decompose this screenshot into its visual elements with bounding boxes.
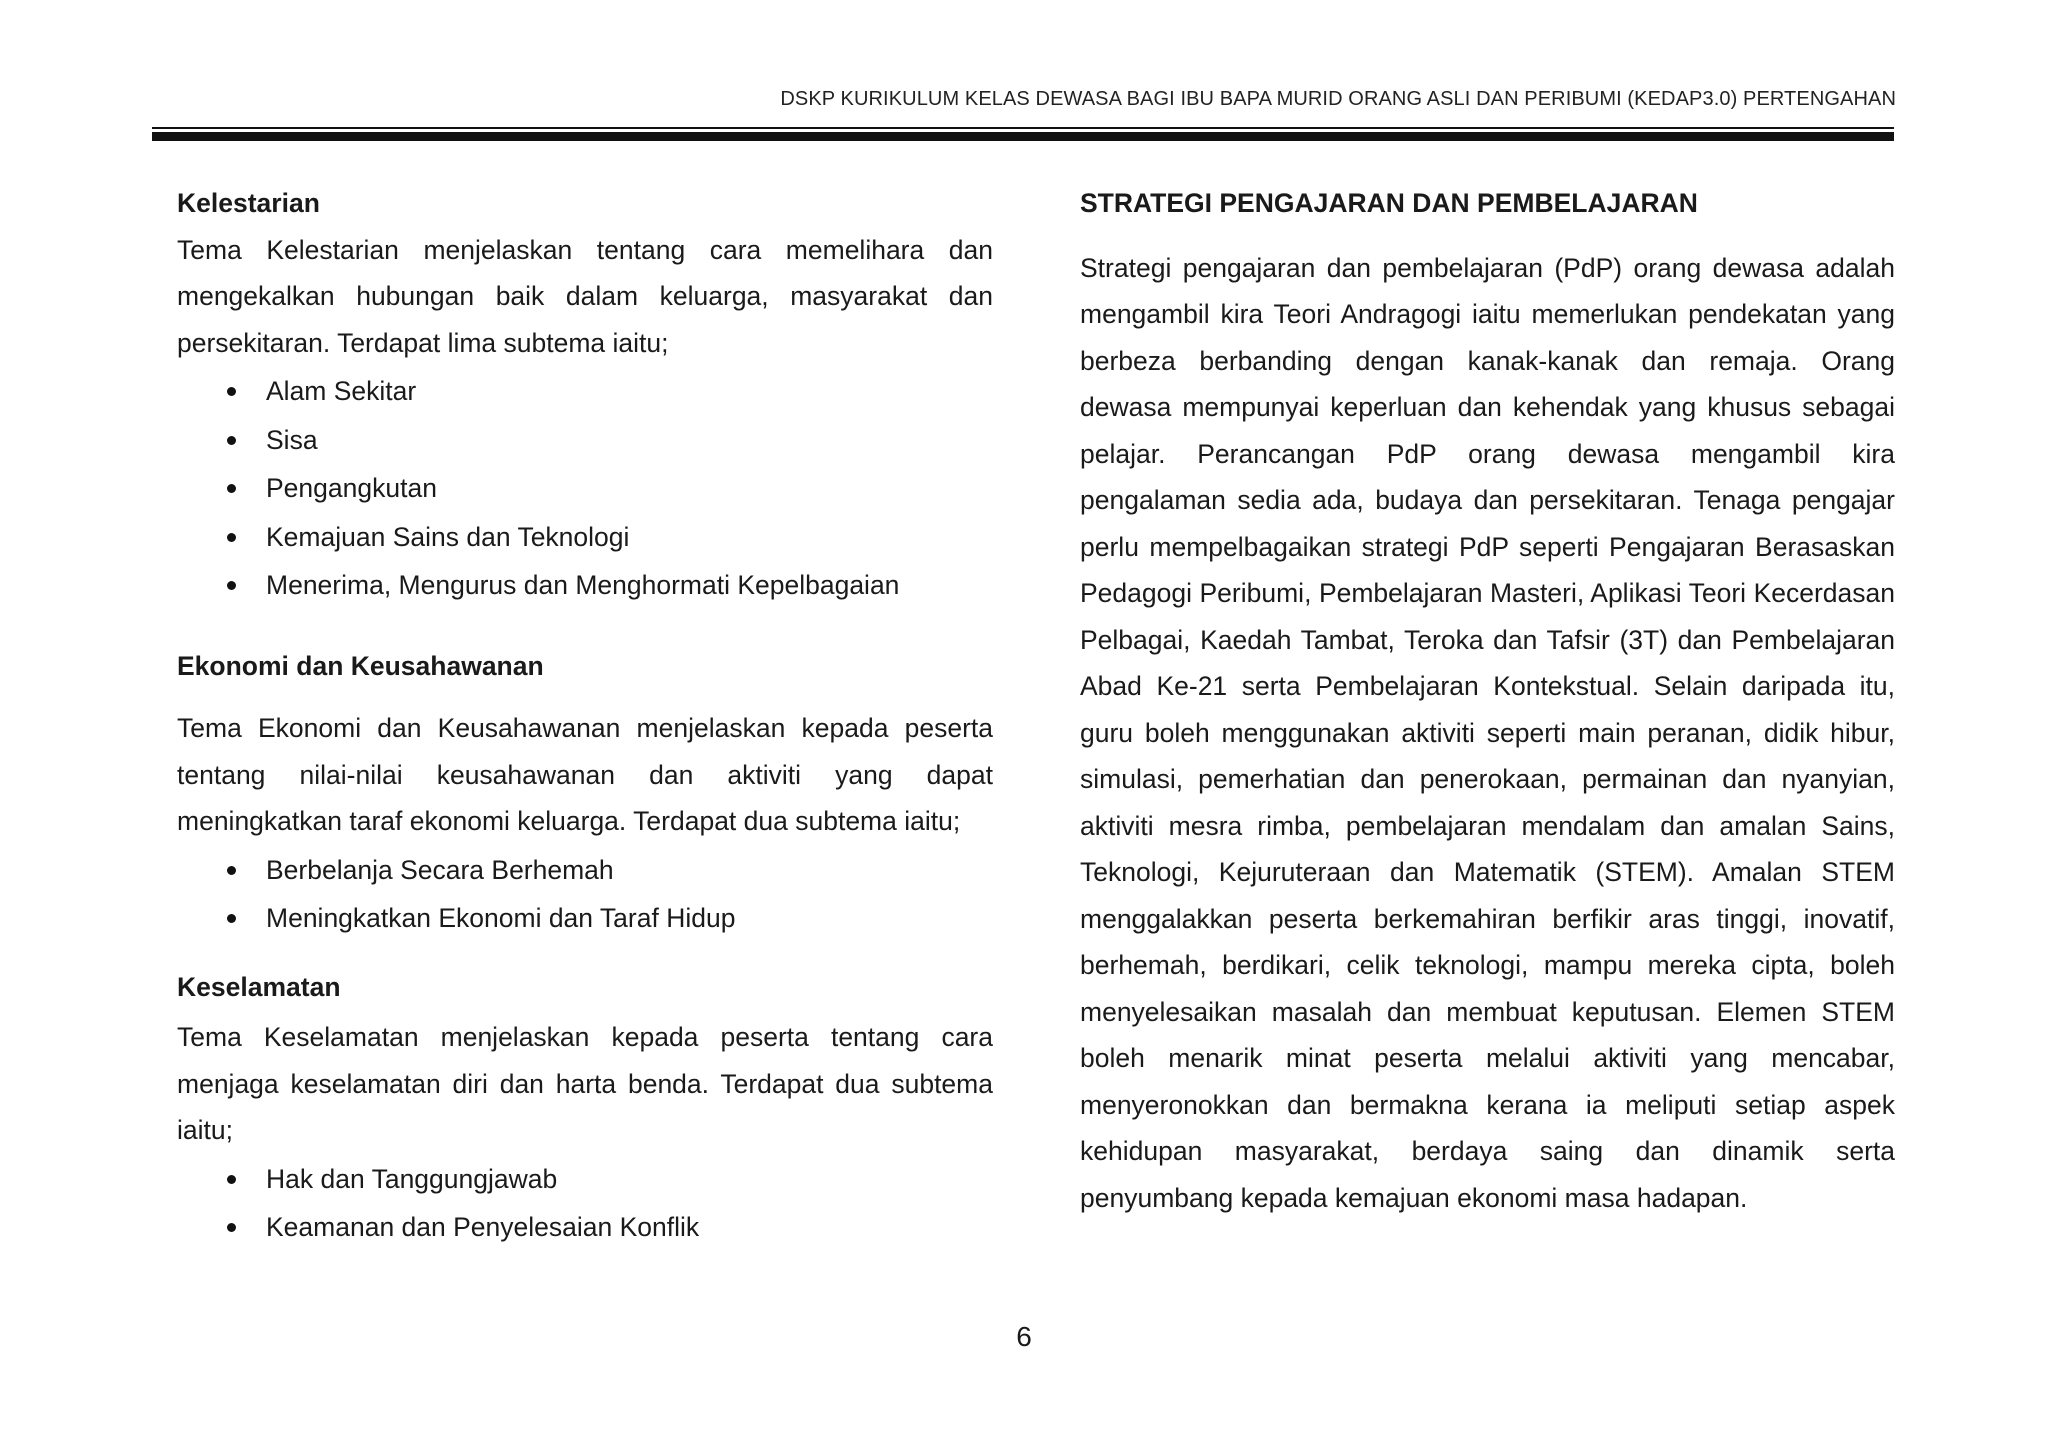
header-rule-thin [152, 127, 1894, 129]
bullet-icon [227, 484, 236, 493]
paragraph-keselamatan: Tema Keselamatan menjelaskan kepada peserta tentang cara menjaga keselamatan diri dan harta benda. Terdapat dua subtema iaitu; [177, 1022, 993, 1145]
list-item-text: Hak dan Tanggungjawab [266, 1163, 558, 1194]
bullet-icon [227, 387, 236, 396]
list-kelestarian-subtema [177, 368, 993, 611]
running-header: DSKP KURIKULUM KELAS DEWASA BAGI IBU BAPA MURID ORANG ASLI DAN PERIBUMI (KEDAP3.0) PERTENGAHAN [780, 88, 1896, 110]
list-item [177, 562, 993, 611]
list-item-text: Pengangkutan [266, 473, 437, 503]
bullet-icon [227, 581, 236, 590]
list-keselamatan-subtema [177, 1156, 993, 1253]
paragraph-kelestarian: Tema Kelestarian menjelaskan tentang cara memelihara dan mengekalkan hubungan baik dalam keluarga, masyarakat dan persekitaran. Terdapat lima subtema iaitu; [177, 234, 993, 358]
list-item [177, 1204, 993, 1253]
bullet-icon [227, 914, 236, 923]
bullet-icon [227, 436, 236, 445]
list-item-text: Keamanan dan Penyelesaian Konflik [266, 1212, 700, 1242]
right-column [1080, 180, 1895, 1221]
list-item [177, 465, 993, 514]
paragraph-strategi: Strategi pengajaran dan pembelajaran (PdP) orang dewasa adalah mengambil kira Teori Andragogi iaitu memerlukan pendekatan yang berbeza berbanding dengan kanak-kanak dan remaja. Orang dewasa mempunyai keperluan dan kehendak yang khusus sebagai pelajar. Perancangan PdP orang dewasa mengambil kira pengalaman sedia ada, budaya dan persekitaran. Tenaga pengajar perlu mempelbagaikan strategi PdP seperti Pengajaran Berasaskan Pedagogi Peribumi, Pembelajaran Masteri, Aplikasi Teori Kecerdasan Pelbagai, Kaedah Tambat, Teroka dan Tafsir (3T) dan Pembelajaran Abad Ke-21 serta Pembelajaran Kontekstual. Selain daripada itu, guru boleh menggunakan aktiviti seperti main peranan, didik hibur, simulasi, pemerhatian dan penerokaan, permainan dan nyanyian, aktiviti mesra rimba, pembelajaran mendalam dan amalan Sains, Teknologi, Kejuruteraan dan Matematik (STEM). Amalan STEM menggalakkan peserta berkemahiran berfikir aras tinggi, inovatif, berhemah, berdikari, celik teknologi, mampu mereka cipta, boleh menyelesaikan masalah dan membuat keputusan. Elemen STEM boleh menarik minat peserta melalui aktiviti yang mencabar, menyeronokkan dan bermakna kerana ia meliputi setiap aspek kehidupan masyarakat, berdaya saing dan dinamik serta penyumbang kepada kemajuan ekonomi masa hadapan. [1080, 252, 1895, 1213]
bullet-icon [227, 1223, 236, 1232]
list-item-text: Sisa [266, 424, 318, 455]
heading-strategi: STRATEGI PENGAJARAN DAN PEMBELAJARAN [1080, 188, 1698, 218]
list-item [177, 847, 993, 896]
list-item-text: Alam Sekitar [266, 376, 417, 406]
list-item-text: Kemajuan Sains dan Teknologi [266, 521, 630, 552]
bullet-icon [227, 533, 236, 542]
left-column [177, 180, 993, 1253]
list-item [177, 368, 993, 417]
bullet-icon [227, 1175, 236, 1184]
list-item [177, 514, 993, 563]
list-item [177, 417, 993, 466]
list-item-text: Menerima, Mengurus dan Menghormati Kepelbagaian [266, 570, 900, 600]
list-item [177, 895, 993, 944]
list-item-text: Meningkatkan Ekonomi dan Taraf Hidup [266, 903, 736, 933]
heading-kelestarian: Kelestarian [177, 188, 320, 218]
heading-ekonomi: Ekonomi dan Keusahawanan [177, 650, 544, 681]
list-ekonomi-subtema [177, 847, 993, 944]
heading-keselamatan: Keselamatan [177, 971, 341, 1002]
header-rule-thick [152, 132, 1894, 141]
list-item-text: Berbelanja Secara Berhemah [266, 854, 614, 885]
list-item [177, 1156, 993, 1205]
page-number: 6 [1016, 1321, 1032, 1352]
paragraph-ekonomi: Tema Ekonomi dan Keusahawanan menjelaskan kepada peserta tentang nilai-nilai keusahawanan dan aktiviti yang dapat meningkatkan taraf ekonomi keluarga. Terdapat dua subtema iaitu; [177, 713, 993, 836]
bullet-icon [227, 866, 236, 875]
